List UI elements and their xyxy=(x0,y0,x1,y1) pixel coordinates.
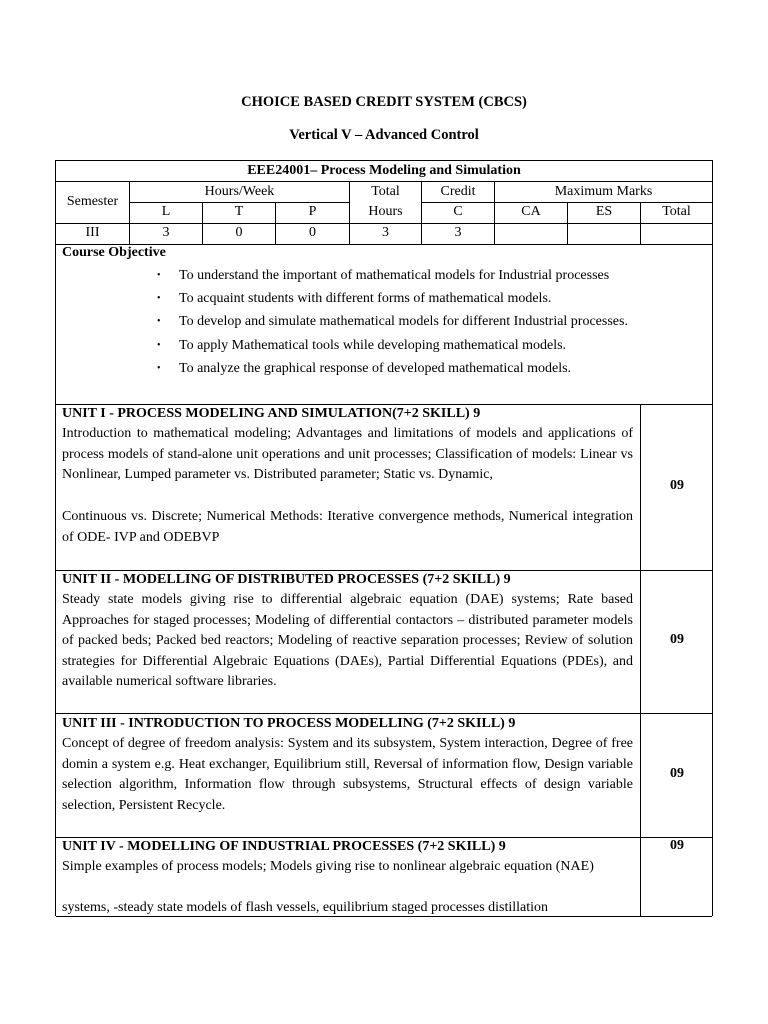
course-title: EEE24001– Process Modeling and Simulation xyxy=(247,163,521,178)
document-subtitle: Vertical V – Advanced Control xyxy=(289,127,479,143)
value-L: 3 xyxy=(162,225,170,240)
header-semester: Semester xyxy=(66,194,119,209)
unit-1-title: UNIT I - PROCESS MODELING AND SIMULATION(7+2 SKILL) 9 xyxy=(62,406,481,421)
header-T: T xyxy=(234,204,244,219)
document-title: CHOICE BASED CREDIT SYSTEM (CBCS) xyxy=(241,94,527,110)
header-CA: CA xyxy=(521,204,541,219)
bullet-icon: • xyxy=(157,362,161,374)
objective-heading: Course Objective xyxy=(62,245,166,260)
list-item: • To acquaint students with different forms of mathematical models. xyxy=(152,289,628,312)
header-hours: Hours xyxy=(368,204,403,219)
bullet-icon: • xyxy=(157,316,161,328)
value-semester: III xyxy=(85,225,100,240)
unit-3-body: Concept of degree of freedom analysis: System and its subsystem, System interaction, Degree of free domin a system e.g. Heat exchanger, Equilibrium still, Reversal of information flow, Design variable selection algorithm, Information flow through subsystems, Structural effects of design variable selection, Persistent Recycle. xyxy=(62,736,633,813)
divider xyxy=(56,916,712,917)
header-hours-week: Hours/Week xyxy=(204,184,275,199)
header-L: L xyxy=(161,204,171,219)
unit-4-hours: 09 xyxy=(670,838,684,853)
syllabus-table xyxy=(55,160,713,916)
value-T: 0 xyxy=(235,225,243,240)
header-credit: Credit xyxy=(440,184,476,199)
unit-1-body-cont: Continuous vs. Discrete; Numerical Methods: Iterative convergence methods, Numerical integration of ODE- IVP and ODEBVP xyxy=(62,509,633,545)
unit-3-title: UNIT III - INTRODUCTION TO PROCESS MODELLING (7+2 SKILL) 9 xyxy=(62,716,516,731)
value-total-hours: 3 xyxy=(382,225,389,240)
list-item: • To understand the important of mathematical models for Industrial processes xyxy=(152,266,628,289)
bullet-icon: • xyxy=(157,293,161,305)
objective-list xyxy=(152,266,628,382)
unit-3-hours: 09 xyxy=(670,766,684,781)
unit-1-body: Introduction to mathematical modeling; Advantages and limitations of models and applications of process models of stand-alone unit operations and unit processes; Classification of models: Linear vs Nonlinear, Lumped parameter vs. Distributed parameter; Static vs. Dynamic, xyxy=(62,426,633,483)
header-P: P xyxy=(308,204,317,219)
unit-4-body: Simple examples of process models; Models giving rise to nonlinear algebraic equation (NAE) xyxy=(62,859,594,874)
bullet-icon: • xyxy=(157,339,161,351)
list-item: • To apply Mathematical tools while developing mathematical models. xyxy=(152,336,628,359)
value-P: 0 xyxy=(309,225,316,240)
unit-2-body: Steady state models giving rise to differential algebraic equation (DAE) systems; Rate based Approaches for staged processes; Modeling of differential contactors – distributed parameter models of packed beds; Packed bed reactors; Modeling of reactive separation processes; Review of solution strategies for Differential Algebraic Equations (DAEs), Partial Differential Equations (PDEs), and available numerical software libraries. xyxy=(62,592,633,690)
unit-2-title: UNIT II - MODELLING OF DISTRIBUTED PROCESSES (7+2 SKILL) 9 xyxy=(62,572,511,587)
header-C: C xyxy=(453,204,463,219)
unit-2-hours: 09 xyxy=(670,632,684,647)
header-max-marks: Maximum Marks xyxy=(554,184,653,199)
bullet-icon: • xyxy=(157,270,161,281)
header-total: Total xyxy=(371,184,400,199)
header-total-marks: Total xyxy=(662,204,691,219)
list-item: • To analyze the graphical response of developed mathematical models. xyxy=(152,359,628,382)
value-credit: 3 xyxy=(454,225,462,240)
list-item: • To develop and simulate mathematical models for different Industrial processes. xyxy=(152,312,628,335)
unit-1-hours: 09 xyxy=(670,478,684,493)
unit-4-body-cont: systems, -steady state models of flash vessels, equilibrium staged processes distillation xyxy=(62,900,549,915)
header-ES: ES xyxy=(595,204,613,219)
unit-4-title: UNIT IV - MODELLING OF INDUSTRIAL PROCESSES (7+2 SKILL) 9 xyxy=(62,839,506,854)
